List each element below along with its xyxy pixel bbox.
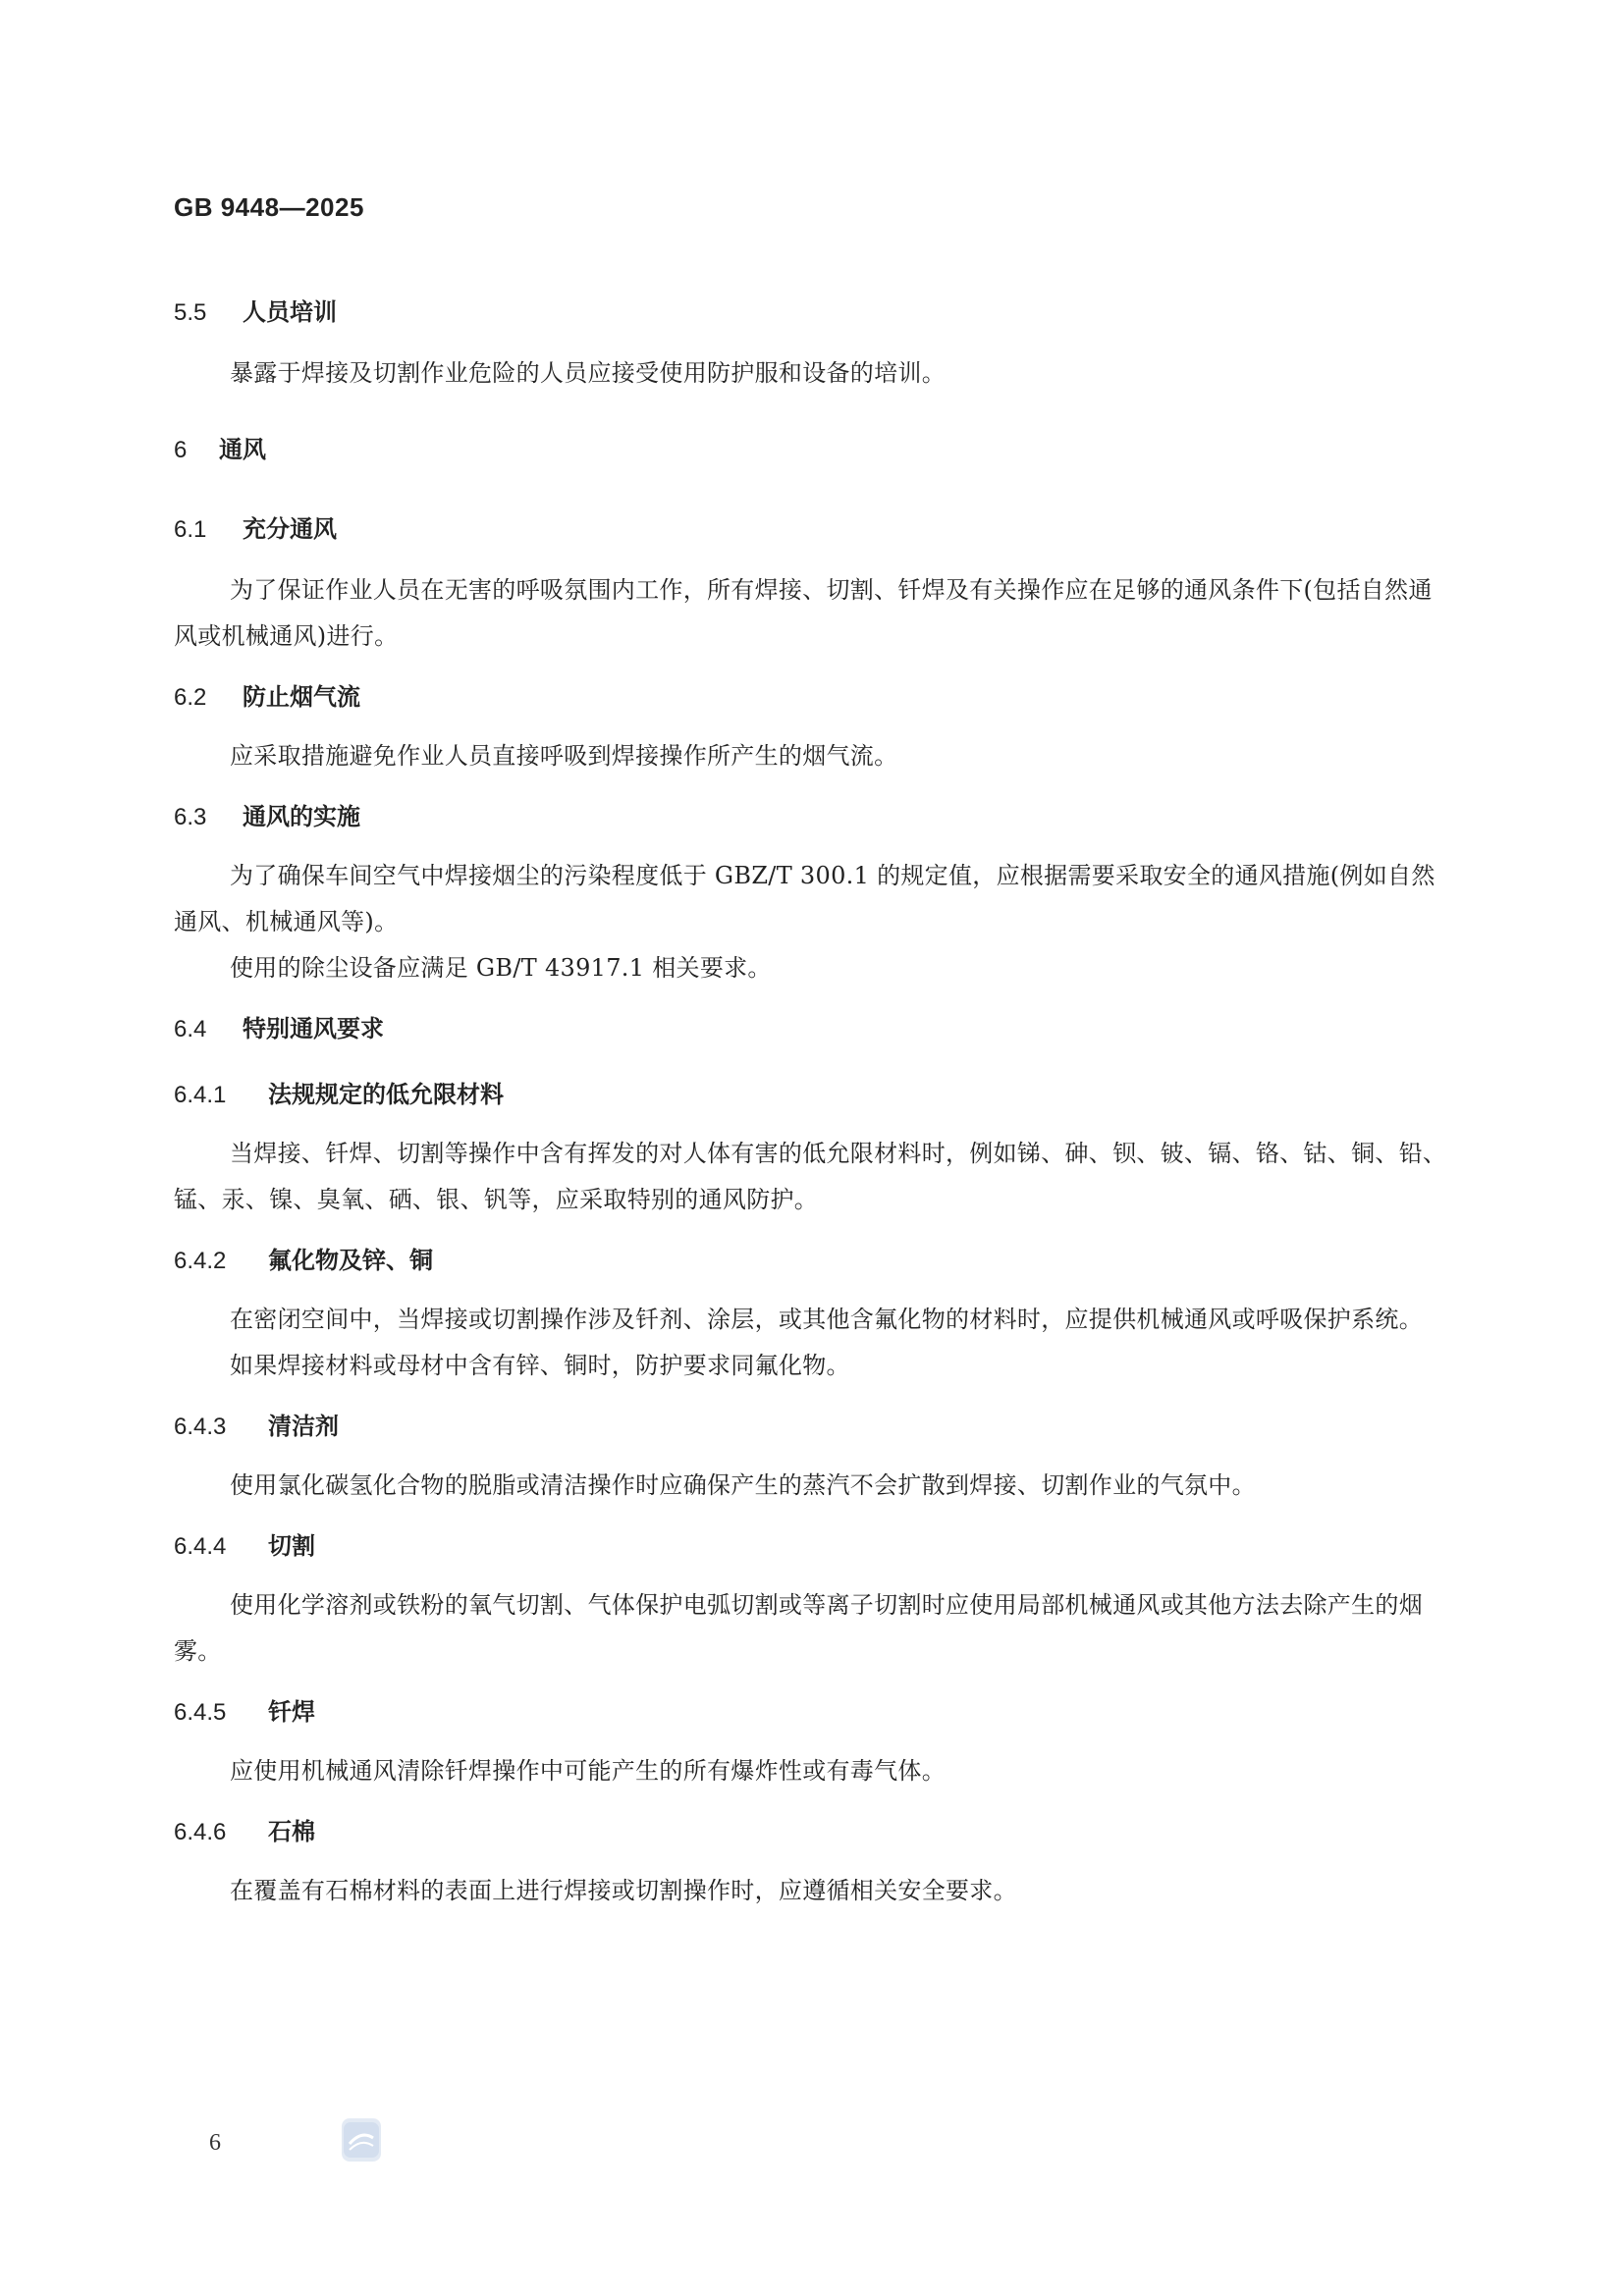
section-title: 石棉	[268, 1818, 315, 1845]
paragraph: 在覆盖有石棉材料的表面上进行焊接或切割操作时，应遵循相关安全要求。	[230, 1877, 1017, 1904]
section-number: 6.4.6	[174, 1819, 227, 1845]
section-title: 特别通风要求	[243, 1015, 384, 1042]
paragraph: 应采取措施避免作业人员直接呼吸到焊接操作所产生的烟气流。	[230, 742, 898, 770]
paragraph: 为了确保车间空气中焊接烟尘的污染程度低于 GBZ/T 300.1 的规定值，应根据需要采取安全的通风措施(例如自然通风、机械通风等)。	[174, 862, 1435, 935]
section-title: 切割	[268, 1532, 315, 1560]
paragraph: 使用的除尘设备应满足 GB/T 43917.1 相关要求。	[230, 954, 772, 982]
section-heading-6	[174, 430, 1450, 464]
paragraph: 当焊接、钎焊、切割等操作中含有挥发的对人体有害的低允限材料时，例如锑、砷、钡、铍、镉、铬、钴、铜、铅、锰、汞、镍、臭氧、硒、银、钒等，应采取特别的通风防护。	[174, 1140, 1447, 1213]
section-heading-6-4-2	[174, 1241, 1450, 1275]
document-body	[174, 285, 1450, 1914]
section-title: 通风	[219, 436, 266, 463]
paragraph: 使用化学溶剂或铁粉的氧气切割、气体保护电弧切割或等离子切割时应使用局部机械通风或其他方法去除产生的烟雾。	[174, 1591, 1423, 1665]
section-title: 氟化物及锌、铜	[268, 1247, 433, 1274]
section-heading-6-2	[174, 677, 1450, 712]
section-number: 6.4	[174, 1016, 207, 1042]
paragraph: 为了保证作业人员在无害的呼吸氛围内工作，所有焊接、切割、钎焊及有关操作应在足够的通风条件下(包括自然通风或机械通风)进行。	[174, 576, 1433, 650]
section-number: 5.5	[174, 299, 207, 326]
section-title: 充分通风	[243, 515, 337, 543]
section-heading-6-4-5	[174, 1692, 1450, 1727]
paragraph: 暴露于焊接及切割作业危险的人员应接受使用防护服和设备的培训。	[230, 359, 946, 387]
section-heading-6-4-1	[174, 1075, 1450, 1109]
section-number: 6.4.3	[174, 1414, 227, 1440]
section-number: 6.3	[174, 804, 207, 830]
section-title: 钎焊	[268, 1698, 315, 1726]
section-number: 6.4.2	[174, 1248, 227, 1274]
paragraph: 应使用机械通风清除钎焊操作中可能产生的所有爆炸性或有毒气体。	[230, 1757, 946, 1785]
section-number: 6.2	[174, 684, 207, 711]
paragraph: 在密闭空间中，当焊接或切割操作涉及钎剂、涂层，或其他含氟化物的材料时，应提供机械通风或呼吸保护系统。	[230, 1306, 1423, 1333]
section-number: 6.4.5	[174, 1699, 227, 1726]
section-heading-6-1	[174, 509, 1450, 544]
section-title: 防止烟气流	[243, 683, 360, 711]
paragraph: 使用氯化碳氢化合物的脱脂或清洁操作时应确保产生的蒸汽不会扩散到焊接、切割作业的气氛中。	[230, 1471, 1256, 1499]
sac-logo-icon-graphic	[342, 2118, 381, 2162]
section-heading-6-4-6	[174, 1812, 1450, 1846]
document-code: GB 9448—2025	[174, 192, 364, 222]
section-number: 6	[174, 437, 188, 463]
section-title: 清洁剂	[268, 1413, 339, 1440]
paragraph: 如果焊接材料或母材中含有锌、铜时，防护要求同氟化物。	[230, 1352, 850, 1379]
section-title: 人员培训	[243, 298, 337, 326]
section-heading-6-4-4	[174, 1526, 1450, 1561]
section-title: 通风的实施	[243, 803, 360, 830]
section-title: 法规规定的低允限材料	[268, 1081, 504, 1108]
page-number: 6	[209, 2130, 221, 2156]
section-number: 6.4.4	[174, 1533, 227, 1560]
sac-logo-icon	[342, 2118, 381, 2162]
section-heading-6-4	[174, 1009, 1450, 1043]
section-number: 6.1	[174, 516, 207, 543]
section-heading-5-5	[174, 293, 1450, 327]
section-number: 6.4.1	[174, 1082, 227, 1108]
section-heading-6-4-3	[174, 1407, 1450, 1441]
section-heading-6-3	[174, 797, 1450, 831]
